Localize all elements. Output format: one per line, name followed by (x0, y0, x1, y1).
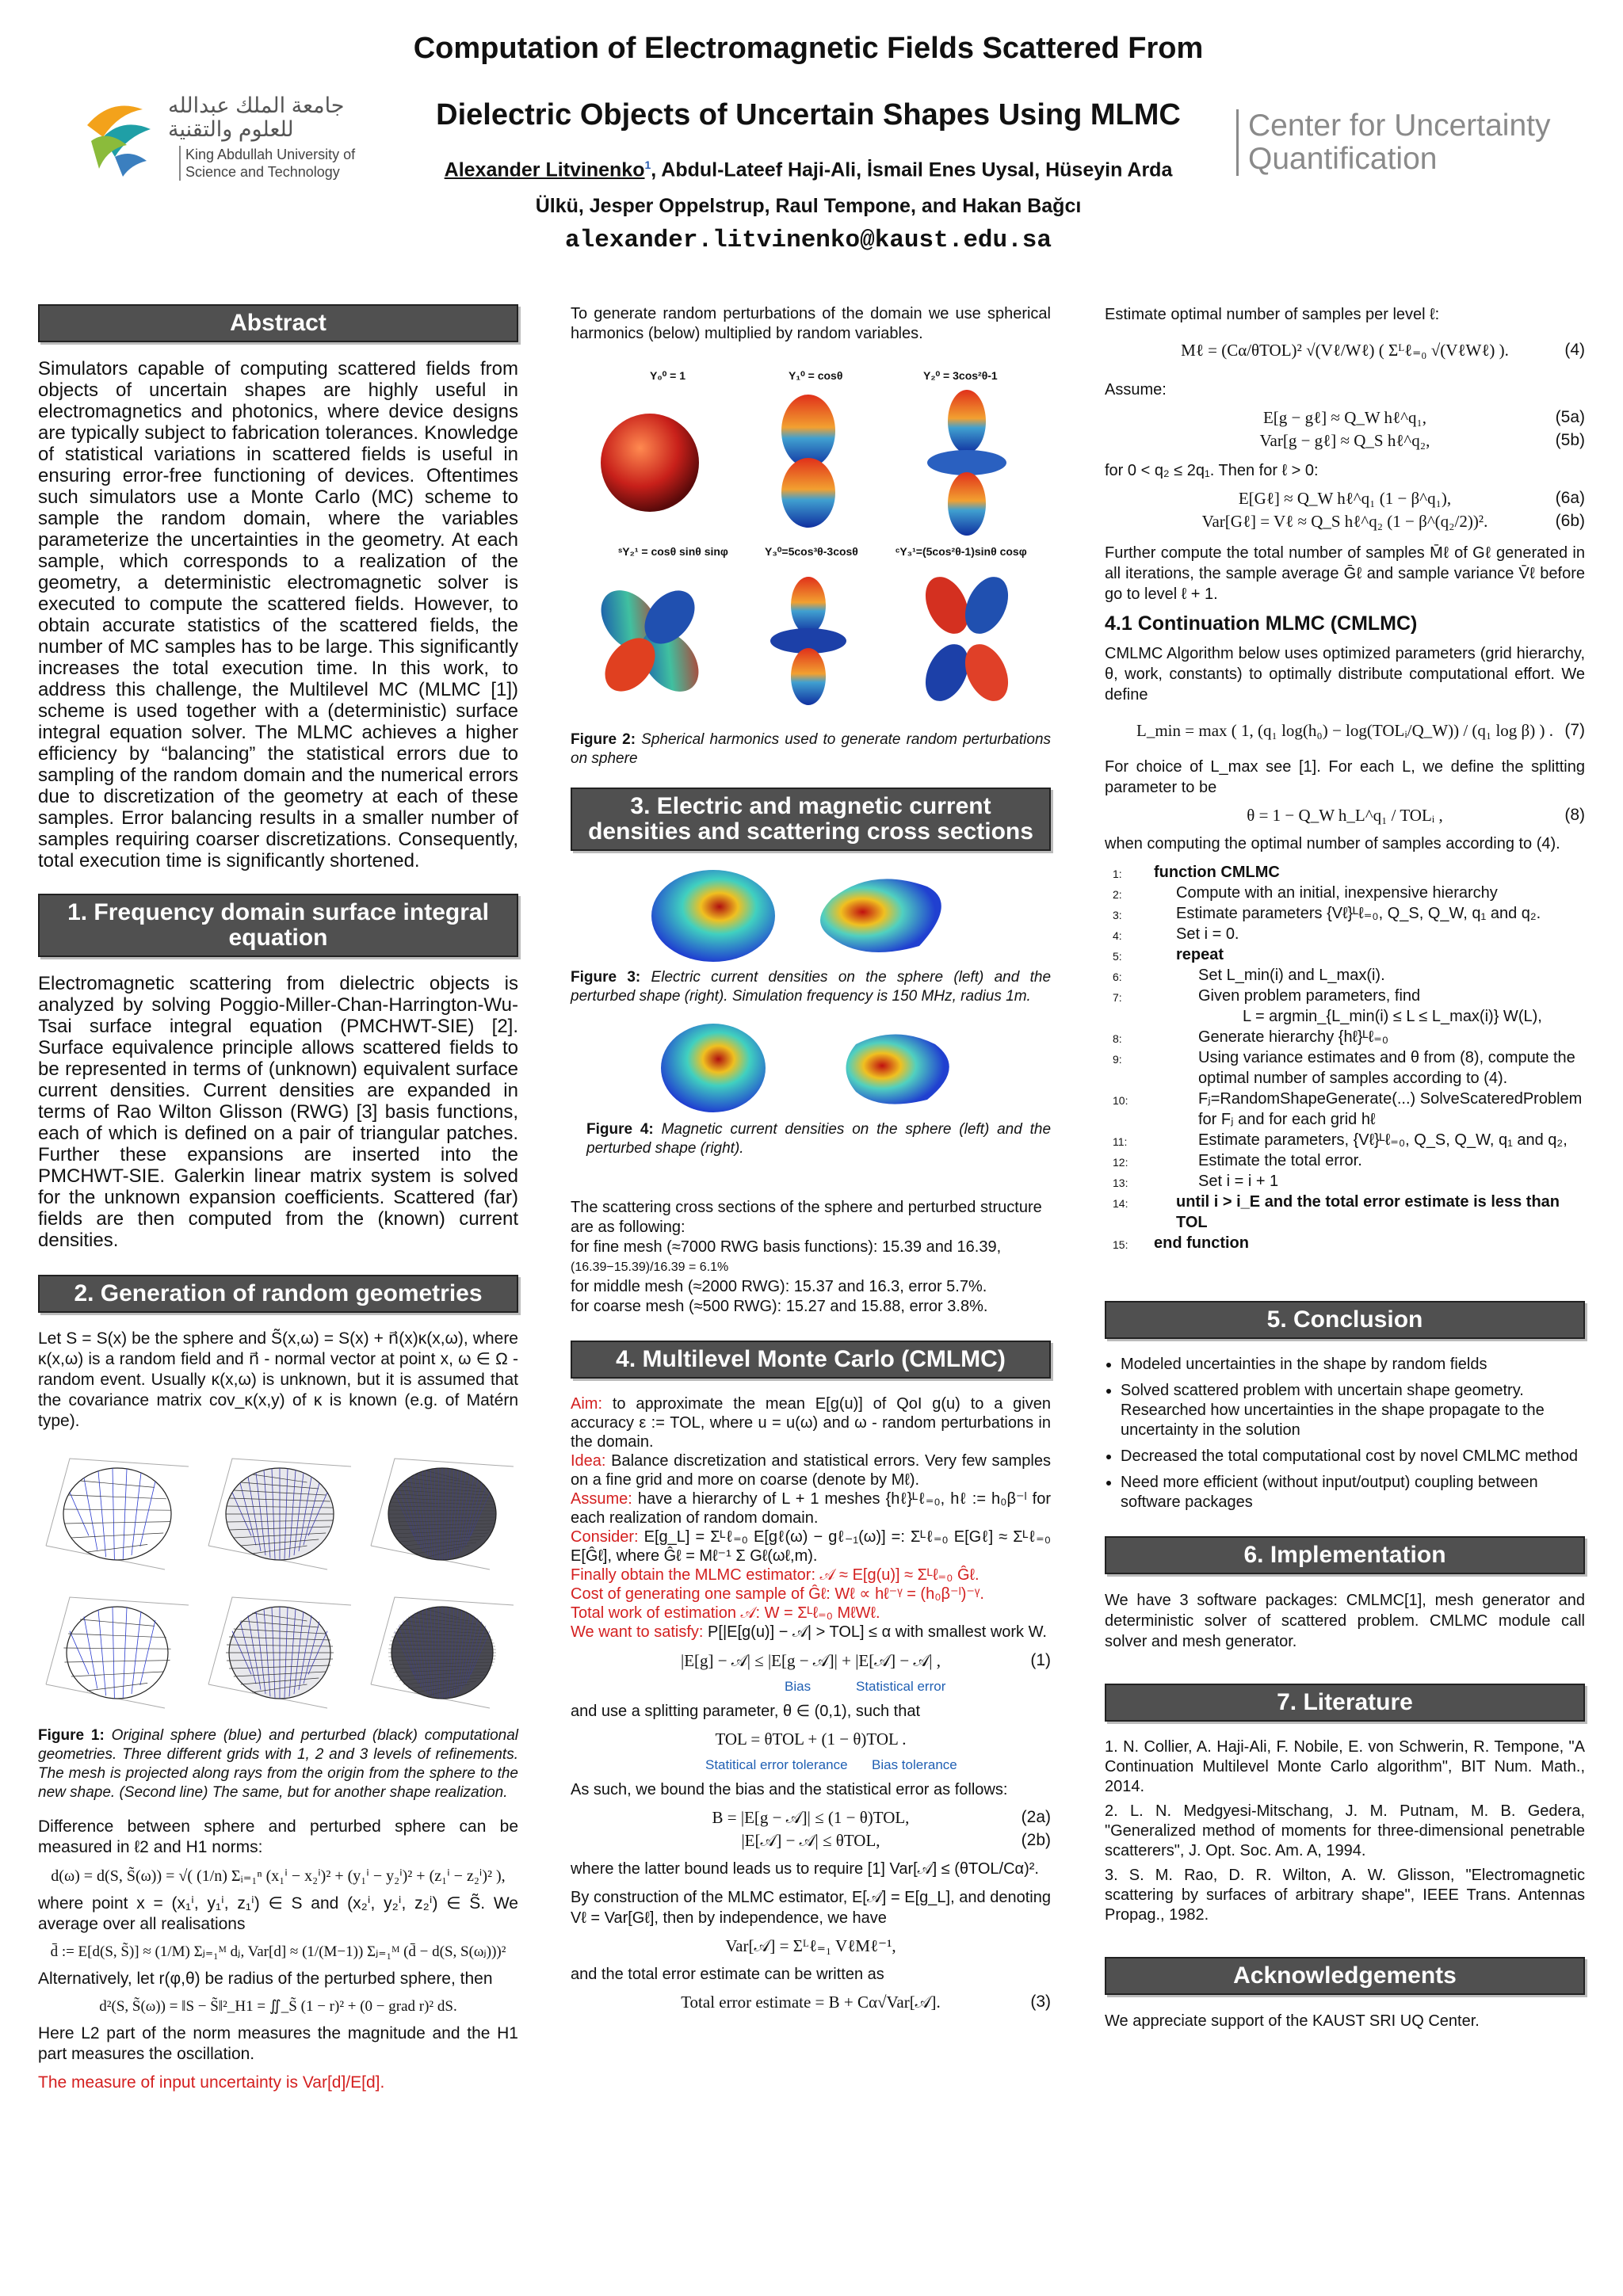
algorithm-line-text: Estimate parameters, {Vℓ}ᴸℓ₌₀, Q_S, Q_W, q₁ and q₂, (1198, 1131, 1568, 1149)
algorithm-line-number: 4: (1113, 929, 1122, 942)
optimal-samples-text: Estimate optimal number of samples per level ℓ: (1105, 306, 1440, 323)
figure2-harmonics (571, 352, 1051, 724)
average-equation: d̄ := E[d(S, S̃)] ≈ (1/M) Σⱼ₌₁ᴹ dⱼ, Var[d] ≈ (1/(M−1)) Σⱼ₌₁ᴹ (d̄ − d(S, S(ωⱼ)))² (50, 1943, 506, 1960)
subsection-4-1-heading: 4.1 Continuation MLMC (CMLMC) (1105, 612, 1418, 635)
electric-current-plot (571, 867, 1051, 962)
cross-section-fine: for fine mesh (≈7000 RWG basis functions): 15.39 and 16.39, (571, 1238, 1002, 1256)
conclusion-item: • Solved scattered problem with uncertain shape geometry. Researched how uncertainties in the shape propagate to the uncertainty in the solution (1121, 1381, 1585, 1440)
for-level-text: for 0 < q₂ ≤ 2q₁. Then for ℓ > 0: (1105, 462, 1319, 479)
algorithm-line-text: Given problem parameters, find (1198, 987, 1421, 1005)
algorithm-line-text: Using variance estimates and θ from (8), compute the optimal number of samples according to (4). (1198, 1049, 1575, 1087)
algorithm-line-number: 11: (1113, 1135, 1128, 1148)
harmonic-label-5: Y₃⁰=5cos³θ-3cosθ (765, 545, 858, 558)
figure4-label: Figure 4: (586, 1121, 654, 1138)
mesh-plot (208, 1597, 351, 1708)
conclusion-heading: 5. Conclusion (1105, 1301, 1585, 1339)
cmlmc-algorithm (1105, 862, 1585, 1253)
mesh-plot (46, 1459, 189, 1569)
harmonic-y20-shape (948, 390, 986, 453)
author-affil-mark: 1 (644, 158, 651, 171)
bias-label: Bias (785, 1679, 812, 1694)
figure3-images (571, 867, 1051, 962)
contact-email[interactable]: alexander.litvinenko@kaust.edu.sa (565, 227, 1052, 254)
algorithm-line-text: function CMLMC (1154, 864, 1280, 881)
assume-label: Assume: (571, 1490, 632, 1508)
algorithm-line-text: end function (1154, 1234, 1249, 1252)
kaust-name-line2: Science and Technology (185, 164, 340, 180)
section1-text: Electromagnetic scattering from dielectric objects is analyzed by solving Poggio-Miller-Chan-Harrington-Wu-Tsai surface integral equation (PMCHWT-SIE) [2]. Surface equivalence principle allows scattered fields to be represented in terms of (unknown) equivalent surface current densities. Current densities are expanded in terms of Rao Wilton Glisson (RWG) [3] basis functions, each of which is defined on a pair of triangular patches. Further these expansions are inserted into the PMCHWT-SIE. Galerkin linear matrix system is solved for the unknown expansion coefficients. Scattered (far) fields are then computed from the (known) current densities. (38, 973, 518, 1251)
algorithm-line-text: L = argmin_{L_min(i) ≤ L ≤ L_max(i)} W(L), (1243, 1008, 1542, 1025)
aim-label: Aim: (571, 1395, 602, 1413)
latter-bound-text: where the latter bound leads us to require [1] Var[𝒜] ≤ (θTOL/Cα)². (571, 1860, 1039, 1878)
algorithm-line (1193, 1006, 1585, 1027)
satisfy-label: We want to satisfy: (571, 1623, 704, 1641)
algorithm-line-text: Set L_min(i) and L_max(i). (1198, 967, 1385, 984)
algorithm-line (1113, 944, 1585, 965)
literature-list (1105, 1737, 1585, 1925)
mlmc-description (571, 1394, 1051, 1642)
cross-section-middle: for middle mesh (≈2000 RWG): 15.37 and 16.3, error 5.7%. (571, 1278, 987, 1295)
work-text: Total work of estimation 𝒜: W = Σᴸℓ₌₀ MℓWℓ. (571, 1604, 880, 1622)
column-left (38, 304, 518, 2101)
algorithm-line-text: Set i = i + 1 (1198, 1173, 1279, 1190)
author-list-line2: Ülkü, Jesper Oppelstrup, Raul Tempone, and Hakan Bağcı (535, 195, 1082, 217)
harmonic-label-1: Y₀⁰ = 1 (650, 369, 686, 382)
algorithm-line-number: 3: (1113, 909, 1122, 921)
figure1-caption-text: Original sphere (blue) and perturbed (black) computational geometries. Three different grids with 1, 2 and 3 levels of refinements. The mesh is projected along rays from the origin from the sphere to the new shape. (Second line) The same, but for another shape realization. (38, 1727, 519, 1801)
alternative-text: Alternatively, let r(φ,θ) be radius of the perturbed sphere, then (38, 1970, 493, 1988)
algorithm-line-text: Generate hierarchy {hℓ}ᴸℓ₌₀ (1198, 1028, 1389, 1046)
magnetic-current-plot (571, 1020, 1051, 1114)
algorithm-line-number: 9: (1113, 1053, 1122, 1066)
harmonic-label-6: ᶜY₃¹=(5cos²θ-1)sinθ cosφ (896, 545, 1027, 558)
algorithm-line (1113, 924, 1585, 944)
conclusion-item: • Decreased the total computational cost by novel CMLMC method (1121, 1447, 1585, 1466)
variance-equation: Var[𝒜] = Σᴸℓ₌₁ VℓMℓ⁻¹, (725, 1936, 896, 1955)
cross-section-fine-error: (16.39−15.39)/16.39 = 6.1% (571, 1261, 729, 1274)
figure3-caption (571, 968, 1051, 1006)
first-author: Alexander Litvinenko (444, 158, 645, 181)
algorithm-line-text: Compute with an initial, inexpensive hierarchy (1176, 884, 1498, 902)
algorithm-line (1113, 1089, 1585, 1130)
cross-section-results (571, 1198, 1051, 1317)
equation-3: Total error estimate = B + Cα√Var[𝒜]. (3) (681, 1993, 1051, 2012)
conclusion-list (1105, 1355, 1585, 1512)
equation-6b: Var[Gℓ] = Vℓ ≈ Q_S hℓ^q₂ (1 − β^(q₂/2))². (6b) (1201, 512, 1585, 531)
algorithm-line-number: 10: (1113, 1094, 1128, 1107)
splitting-text: and use a splitting parameter, θ ∈ (0,1), such that (571, 1703, 920, 1720)
figure4-caption (571, 1120, 1051, 1158)
figure4-images (571, 1020, 1051, 1114)
reference-item: 2. L. N. Medgyesi-Mitschang, J. M. Putnam, M. B. Gedera, "Generalized method of moments for three-dimensional penetrable scatterers", J. Opt. Soc. Am. A, 1994. (1105, 1802, 1585, 1859)
algorithm-line-text: Fⱼ=RandomShapeGenerate(...) SolveScateredProblem for Fⱼ and for each grid hℓ (1198, 1090, 1583, 1128)
acknowledgements-heading: Acknowledgements (1105, 1957, 1585, 1995)
conclusion-item: • Modeled uncertainties in the shape by random fields (1121, 1355, 1585, 1375)
input-uncertainty-measure: The measure of input uncertainty is Var[d]/E[d]. (38, 2073, 385, 2092)
equation-1-number: (1) (1030, 1651, 1051, 1669)
statistical-error-label: Statistical error (856, 1679, 946, 1694)
equation-5b: Var[g − gℓ] ≈ Q_S hℓ^q₂, (5b) (1259, 431, 1585, 450)
poster-title-line2: Dielectric Objects of Uncertain Shapes Using MLMC (436, 98, 1181, 132)
idea-label: Idea: (571, 1452, 606, 1470)
algorithm-line-number: 7: (1113, 991, 1122, 1004)
algorithm-line-number: 8: (1113, 1032, 1122, 1045)
algorithm-line-number: 2: (1113, 888, 1122, 901)
equation-5a: E[g − gℓ] ≈ Q_W hℓ^q₁, (5a) (1262, 408, 1585, 427)
satisfy-text: P[|E[g(u)] − 𝒜| > TOL] ≤ α with smallest work W. (703, 1623, 1047, 1641)
figure3-label: Figure 3: (571, 969, 641, 986)
harmonic-label-4: ˢY₂¹ = cosθ sinθ sinφ (618, 545, 728, 558)
algorithm-line (1113, 1150, 1585, 1171)
mesh-plot (371, 1459, 514, 1569)
harmonics-intro: To generate random perturbations of the domain we use spherical harmonics (below) multiplied by random variables. (571, 305, 1051, 342)
algorithm-line-number: 1: (1113, 868, 1122, 880)
consider-label: Consider: (571, 1528, 639, 1546)
when-text: when computing the optimal number of samples according to (4). (1105, 835, 1560, 852)
figure2-caption (571, 730, 1051, 769)
figure3-caption-text: Electric current densities on the sphere (left) and the perturbed shape (right). Simulation frequency is 150 MHz, radius 1m. (571, 969, 1052, 1005)
spherical-harmonics-plot (571, 352, 1051, 724)
figure2-label: Figure 2: (571, 731, 636, 748)
points-text: where point x = (x₁ⁱ, y₁ⁱ, z₁ⁱ) ∈ S and (x₂ⁱ, y₂ⁱ, z₂ⁱ) ∈ S̃. We average over all realisations (38, 1894, 518, 1933)
mesh-plot (371, 1597, 514, 1708)
algorithm-line (1113, 1027, 1585, 1047)
tol-equation: TOL = θTOL + (1 − θ)TOL . (715, 1730, 907, 1749)
kaust-name-line1: King Abdullah University of (185, 147, 356, 162)
figure1-meshes (38, 1443, 518, 1720)
difference-text: Difference between sphere and perturbed sphere can be measured in ℓ2 and H1 norms: (38, 1817, 518, 1856)
section2-heading: 2. Generation of random geometries (38, 1275, 518, 1313)
literature-heading: 7. Literature (1105, 1684, 1585, 1722)
algorithm-line (1105, 1233, 1585, 1253)
implementation-text: We have 3 software packages: CMLMC[1], mesh generator and deterministic solver of scattered problem. CMLMC module call solver and mesh generator. (1105, 1592, 1585, 1650)
figure2-caption-text: Spherical harmonics used to generate random perturbations on sphere (571, 731, 1052, 767)
figure4-caption-text: Magnetic current densities on the sphere (left) and the perturbed shape (right). (586, 1121, 1052, 1157)
mesh-plot (208, 1459, 351, 1569)
cross-section-coarse: for coarse mesh (≈500 RWG): 15.27 and 15.88, error 3.8%. (571, 1298, 988, 1315)
section4-heading: 4. Multilevel Monte Carlo (CMLMC) (571, 1341, 1051, 1379)
algorithm-line (1113, 1192, 1585, 1233)
total-error-text: and the total error estimate can be written as (571, 1966, 884, 1983)
cost-text: Cost of generating one sample of Ĝℓ: Wℓ ∝ hℓ⁻ᵞ = (h₀β⁻ˡ)⁻ᵞ. (571, 1585, 984, 1603)
algorithm-line (1113, 1130, 1585, 1150)
equation-2a: B = |E[g − 𝒜]| ≤ (1 − θ)TOL, (2a) (712, 1808, 1051, 1827)
kaust-emblem-icon (79, 93, 158, 181)
conclusion-item: • Need more efficient (without input/output) coupling between software packages (1121, 1473, 1585, 1512)
algorithm-line-text: until i > i_E and the total error estimate is less than TOL (1176, 1193, 1560, 1231)
column-middle (571, 304, 1051, 2020)
cuq-line2: Quantification (1248, 142, 1438, 176)
stat-tolerance-label: Statitical error tolerance (705, 1757, 848, 1772)
section1-heading: 1. Frequency domain surface integral equation (38, 894, 518, 957)
figure1-caption (38, 1726, 518, 1802)
figure1-mesh-grid (38, 1443, 518, 1720)
harmonic-label-3: Y₂⁰ = 3cos²θ-1 (923, 369, 998, 382)
cuq-logo (1236, 109, 1605, 176)
final-estimator: Finally obtain the MLMC estimator: 𝒜 ≈ E[g(u)] ≈ Σᴸℓ₌₀ Ĝℓ. (571, 1566, 980, 1584)
equation-8: θ = 1 − Q_W h_L^q₁ / TOLᵢ , (8) (1247, 806, 1585, 825)
equation-2b: |E[𝒜] − 𝒜| ≤ θTOL, (2b) (741, 1831, 1051, 1850)
column-right (1105, 304, 1585, 2039)
lmax-text: For choice of L_max see [1]. For each L, we define the splitting parameter to be (1105, 758, 1585, 796)
reference-item: 3. S. M. Rao, D. R. Wilton, A. W. Glisson, "Electromagnetic scattering by surfaces of arbitrary shape", IEEE Trans. Antennas Propag., 1982. (1105, 1867, 1585, 1924)
cuq-line1: Center for Uncertainty (1248, 109, 1551, 143)
idea-text: Balance discretization and statistical errors. Very few samples on a fine grid and more on coarse (denote by Mℓ). (571, 1452, 1051, 1489)
algorithm-line-number: 13: (1113, 1177, 1128, 1189)
algorithm-line (1113, 965, 1585, 986)
kaust-arabic-name: جامعة الملك عبدالله للعلوم والتقنية (168, 93, 345, 141)
algorithm-line-text: Estimate parameters {Vℓ}ᴸℓ₌₀, Q_S, Q_W, q₁ and q₂. (1176, 905, 1541, 922)
further-compute-text: Further compute the total number of samples M̄ℓ of Gℓ generated in all iterations, the sample average Ḡℓ and sample variance V̄ℓ before go to level ℓ + 1. (1105, 544, 1585, 603)
implementation-heading: 6. Implementation (1105, 1536, 1585, 1574)
algorithm-line-text: repeat (1176, 946, 1224, 963)
assume-heading: Assume: (1105, 381, 1167, 399)
abstract-heading: Abstract (38, 304, 518, 342)
algorithm-line-number: 12: (1113, 1156, 1128, 1169)
section2-intro: Let S = S(x) be the sphere and S̃(x,ω) = S(x) + n⃗(x)κ(x,ω), where κ(x,ω) is a random field and n⃗ - normal vector at point x, ω ∈ Ω - random event. Usually κ(x,ω) is unknown, but it is assumed that the covariance matrix cov_κ(x,y) of κ is known (e.g. of Matérn type). (38, 1329, 518, 1430)
equation-7: L_min = max ( 1, (q₁ log(h₀) − log(TOLᵢ/Q_W)) / (q₁ log β) ) . (7) (1136, 721, 1585, 740)
author-list-line1 (333, 158, 1284, 181)
algorithm-line (1113, 883, 1585, 903)
aim-text: to approximate the mean E[g(u)] of QoI g(u) to a given accuracy ε := TOL, where u = u(ω) and ω - random perturbations in the domain. (571, 1395, 1051, 1451)
cross-section-intro: The scattering cross sections of the sphere and perturbed structure are as following: (571, 1199, 1042, 1236)
h1-norm-equation: d²(S, S̃(ω)) = ‖S − S̃‖²_H1 = ∬_S̃ (1 − r)² + (0 − grad r)² dS. (99, 1998, 457, 2015)
algorithm-line-number: 5: (1113, 950, 1122, 963)
bound-text: As such, we bound the bias and the statistical error as follows: (571, 1781, 1008, 1798)
authors-rest: , Abdul-Lateef Haji-Ali, İsmail Enes Uysal, Hüseyin Arda (651, 158, 1173, 181)
acknowledgements-text: We appreciate support of the KAUST SRI UQ Center. (1105, 2012, 1480, 2030)
distance-equation: d(ω) = d(S, S̃(ω)) = √( (1/n) Σᵢ₌₁ⁿ (x₁ⁱ − x₂ⁱ)² + (y₁ⁱ − y₂ⁱ)² + (z₁ⁱ − z₂ⁱ)² ), (51, 1867, 506, 1885)
bias-tolerance-label: Bias tolerance (872, 1757, 957, 1772)
norm-explanation: Here L2 part of the norm measures the magnitude and the H1 part measures the oscillation. (38, 2024, 518, 2063)
abstract-text: Simulators capable of computing scattered fields from objects of uncertain shapes are highly useful in electromagnetics and photonics, where device designs are typically subject to fabrication tolerances. Knowledge of statistical variations in scattered fields is useful in ensuring error-free functioning of devices. Oftentimes such simulators use a Monte Carlo (MC) scheme to sample the random domain, where the variables parameterize the uncertainties in the geometry. At each sample, which corresponds to a realization of the geometry, a deterministic electromagnetic solver is executed to compute the scattered fields. However, to obtain accurate statistics of the scattered fields, the number of MC samples has to be large. This significantly increases the total execution time. In this work, to address this challenge, the Multilevel MC (MLMC [1]) scheme is used together with a (deterministic) surface integral equation solver. The MLMC achieves a higher efficiency by “balancing” the statistical errors due to sampling of the random domain and the numerical errors due to discretization of the geometry at each of these samples. Error balancing results in a smaller number of samples requiring coarser discretizations. Consequently, total execution time is significantly shortened. (38, 358, 518, 871)
algorithm-line-number: 6: (1113, 971, 1122, 983)
assume-text: have a hierarchy of L + 1 meshes {hℓ}ᴸℓ₌₀, hℓ := h₀β⁻ˡ for each realization of random domain. (571, 1490, 1051, 1527)
reference-item: 1. N. Collier, A. Haji-Ali, F. Nobile, E. von Schwerin, R. Tempone, "A Continuation Multilevel Monte Carlo algorithm", BIT Num. Math., 2014. (1105, 1738, 1585, 1795)
harmonic-y30-shape (791, 577, 826, 634)
equation-1: |E[g] − 𝒜| ≤ |E[g − 𝒜]| + |E[𝒜] − 𝒜| , (1) (680, 1651, 1051, 1670)
cmlmc-text: CMLMC Algorithm below uses optimized parameters (grid hierarchy, θ, work, constants) to optimally distribute computational effort. We define (1105, 645, 1585, 704)
algorithm-line (1113, 986, 1585, 1006)
construction-text: By construction of the MLMC estimator, E[𝒜] = E[g_L], and denoting Vℓ = Var[Gℓ], then by independence, we have (571, 1889, 1051, 1927)
poster-header (0, 0, 1623, 285)
consider-text: E[g_L] = Σᴸℓ₌₀ E[gℓ(ω) − gℓ₋₁(ω)] =: Σᴸℓ₌₀ E[Gℓ] ≈ Σᴸℓ₌₀ E[Ĝℓ], where Ĝℓ = Mℓ⁻¹ Σ Gℓ(ωℓ,m). (571, 1528, 1051, 1565)
harmonic-y00-shape (601, 414, 699, 512)
algorithm-line-text: Estimate the total error. (1198, 1152, 1362, 1169)
algorithm-line-number: 15: (1113, 1238, 1128, 1251)
figure1-label: Figure 1: (38, 1727, 105, 1744)
algorithm-line-text: Set i = 0. (1176, 925, 1239, 943)
mesh-plot (46, 1597, 189, 1708)
algorithm-line (1113, 1047, 1585, 1089)
harmonic-y10-top (781, 395, 835, 467)
equation-6a: E[Gℓ] ≈ Q_W hℓ^q₁ (1 − β^q₁), (6a) (1238, 489, 1585, 508)
algorithm-line (1113, 903, 1585, 924)
equation-4: Mℓ = (Cα/θTOL)² √(Vℓ/Wℓ) ( Σᴸℓ₌₀ √(VℓWℓ) ). (4) (1181, 341, 1585, 360)
algorithm-line (1113, 1171, 1585, 1192)
algorithm-line-number: 14: (1113, 1197, 1128, 1210)
poster-title-line1: Computation of Electromagnetic Fields Scattered From (413, 32, 1204, 65)
harmonic-label-2: Y₁⁰ = cosθ (789, 369, 843, 382)
section3-heading: 3. Electric and magnetic current densities and scattering cross sections (571, 788, 1051, 851)
algorithm-line (1105, 862, 1585, 883)
